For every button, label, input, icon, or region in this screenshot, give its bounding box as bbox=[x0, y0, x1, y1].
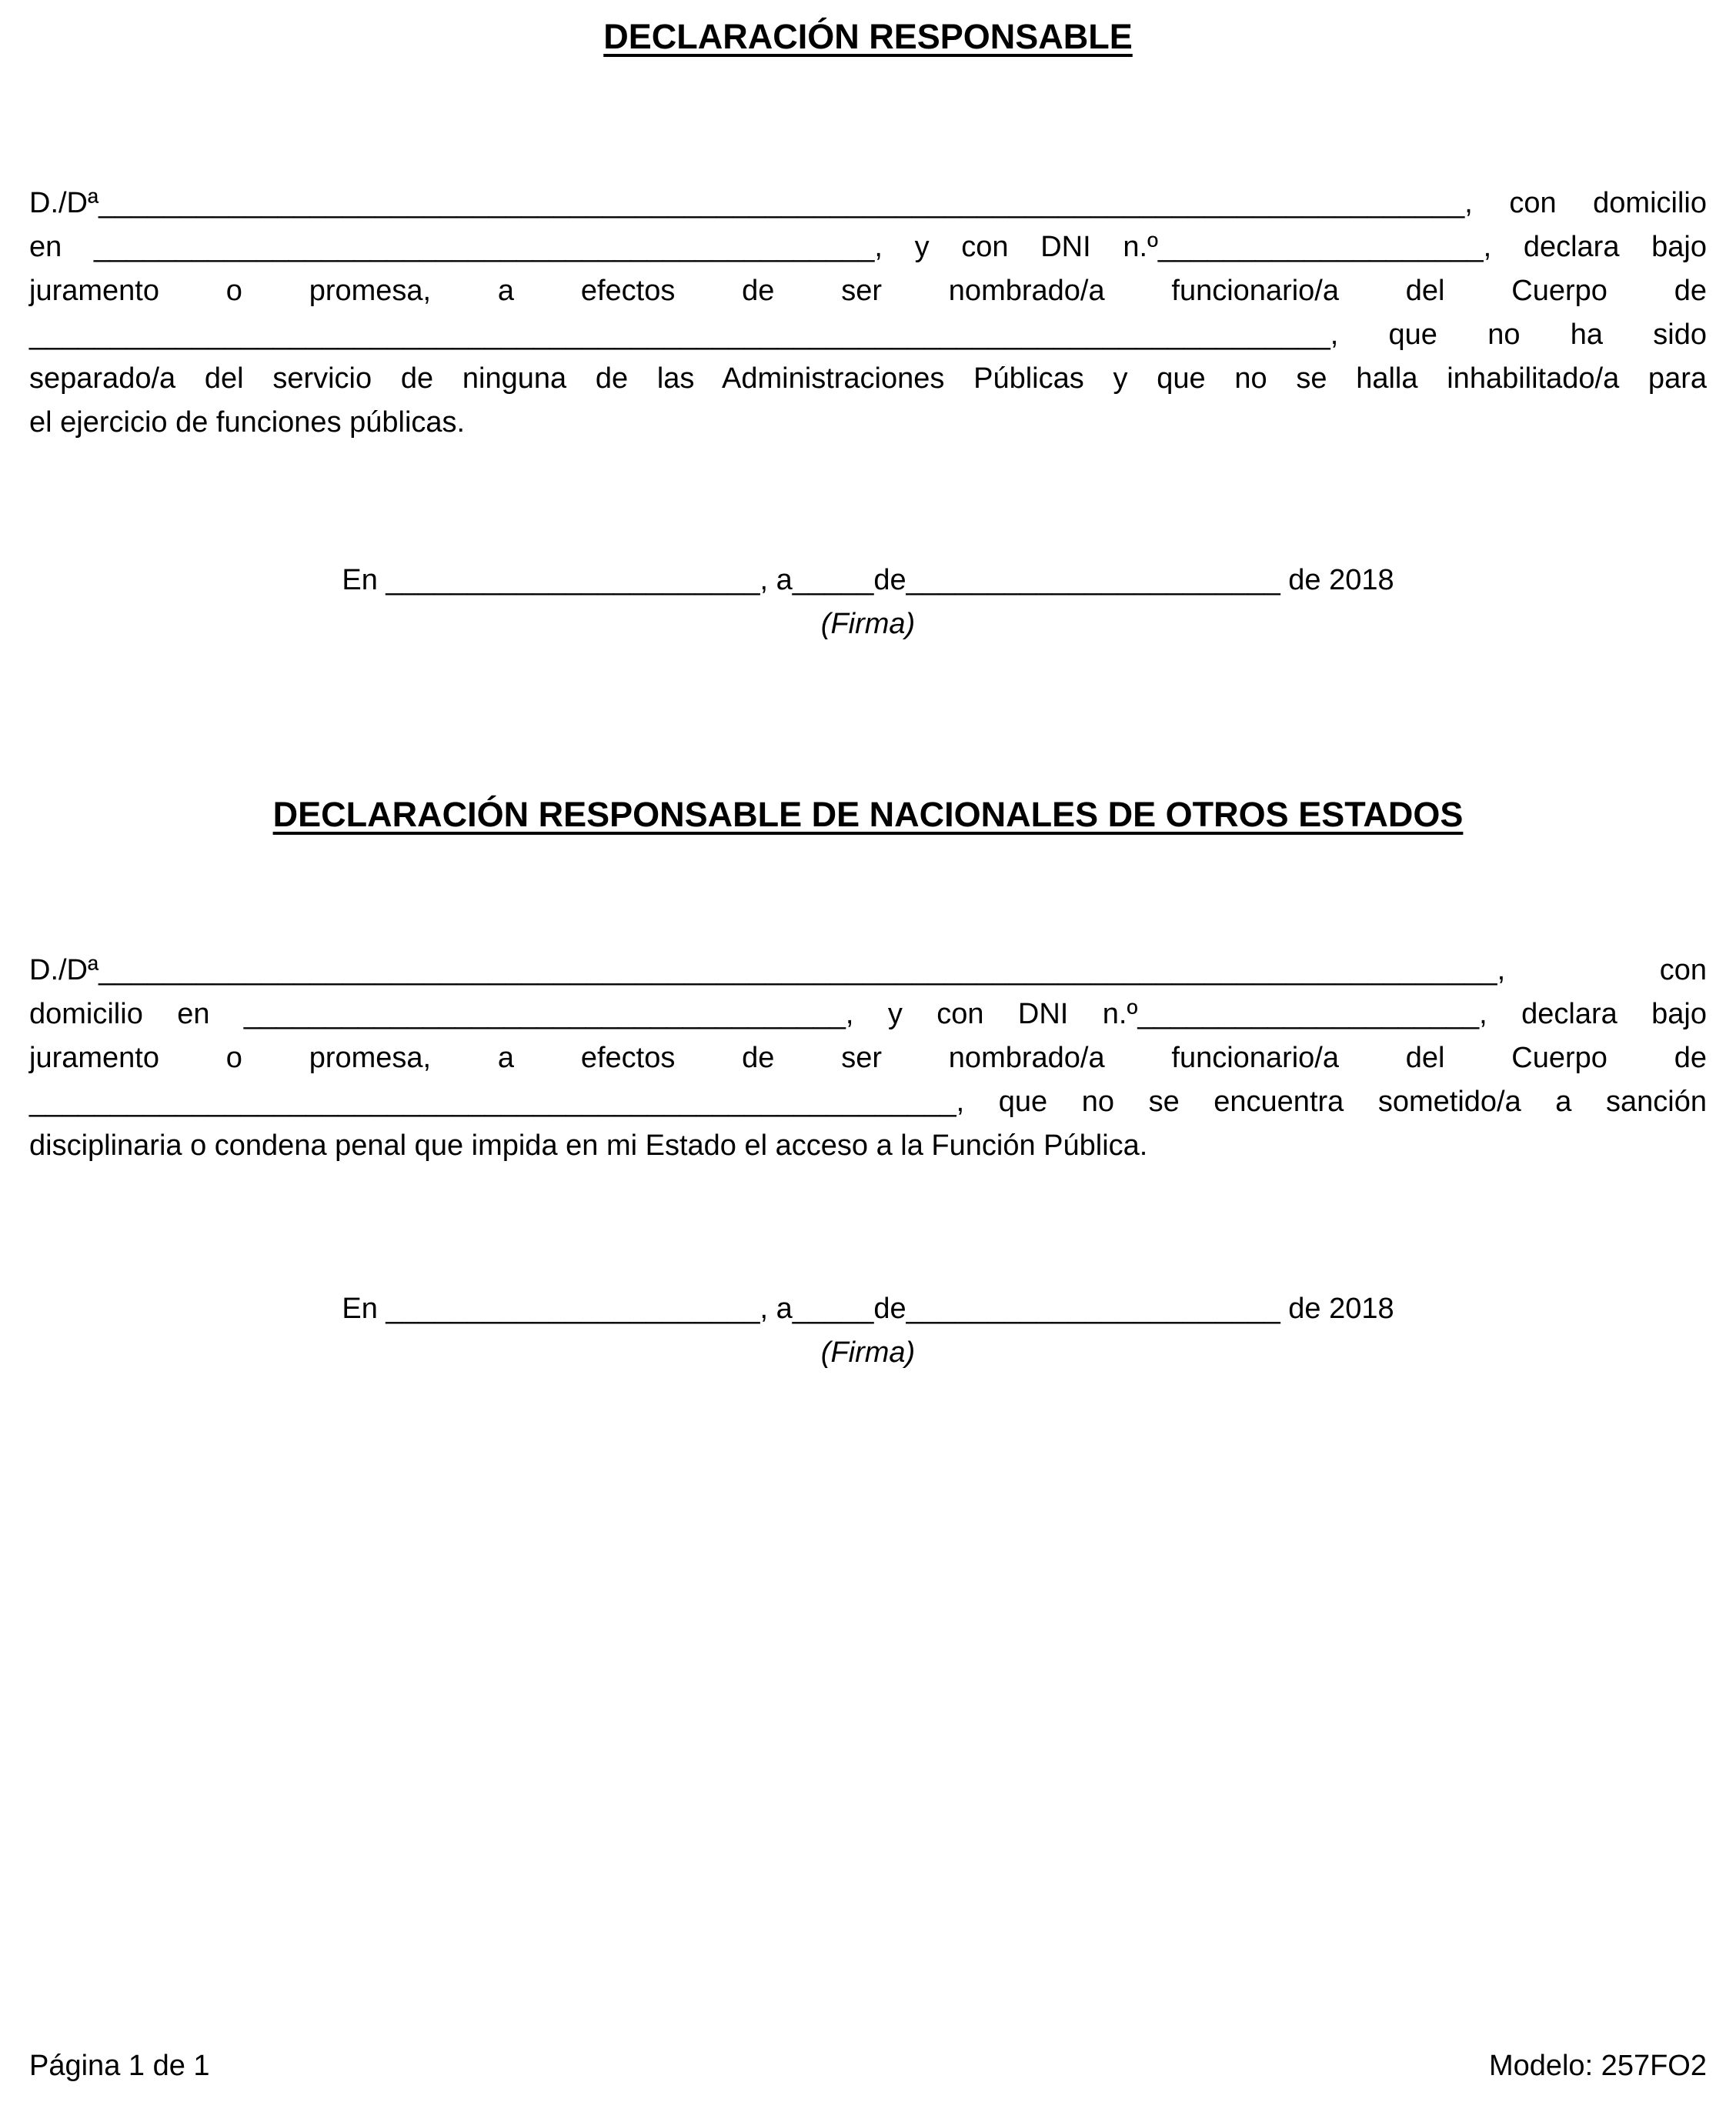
date-place-line: En _______________________, a_____de_______________________ de 2018 bbox=[342, 1293, 1394, 1325]
model-code-label: Modelo: 257FO2 bbox=[1488, 2050, 1707, 2082]
declaration-paragraph bbox=[29, 949, 1707, 1168]
paragraph-line: domicilio en _____________________________________, y con DNI n.º_____________________, declara bajo bbox=[29, 998, 1707, 1030]
page-footer bbox=[29, 2044, 1707, 2088]
paragraph-line: en ________________________________________________, y con DNI n.º____________________, declara bajo bbox=[29, 231, 1707, 263]
paragraph-line: disciplinaria o condena penal que impida en mi Estado el acceso a la Función Pública. bbox=[29, 1129, 1148, 1162]
signature-label: (Firma) bbox=[820, 608, 916, 640]
paragraph-line: juramento o promesa, a efectos de ser nombrado/a funcionario/a del Cuerpo de bbox=[29, 275, 1707, 307]
declaration-paragraph bbox=[29, 182, 1707, 445]
paragraph-line: separado/a del servicio de ninguna de las Administraciones Públicas y que no se halla inhabilitado/a para bbox=[29, 362, 1707, 395]
paragraph-line: ________________________________________________________________________________, que no ha sido bbox=[29, 319, 1707, 351]
date-place-line: En _______________________, a_____de_______________________ de 2018 bbox=[342, 564, 1394, 596]
section-title-text: DECLARACIÓN RESPONSABLE bbox=[603, 17, 1133, 56]
section-title bbox=[29, 15, 1707, 58]
date-signature-block bbox=[29, 559, 1707, 646]
signature-label: (Firma) bbox=[820, 1336, 916, 1369]
section-title bbox=[29, 793, 1707, 836]
section-declaracion-nacionales-otros-estados bbox=[29, 793, 1707, 1375]
section-declaracion-responsable bbox=[29, 15, 1707, 646]
page-number-label: Página 1 de 1 bbox=[29, 2050, 210, 2082]
paragraph-line: D./Dª____________________________________________________________________________________, con domicilio bbox=[29, 187, 1707, 219]
paragraph-line: el ejercicio de funciones públicas. bbox=[29, 406, 466, 439]
date-signature-block bbox=[29, 1287, 1707, 1375]
section-title-text: DECLARACIÓN RESPONSABLE DE NACIONALES DE OTROS ESTADOS bbox=[272, 795, 1464, 834]
paragraph-line: _________________________________________________________, que no se encuentra sometido/a a sanción bbox=[29, 1086, 1707, 1118]
paragraph-line: D./Dª______________________________________________________________________________________, con bbox=[29, 954, 1707, 986]
paragraph-line: juramento o promesa, a efectos de ser nombrado/a funcionario/a del Cuerpo de bbox=[29, 1042, 1707, 1074]
